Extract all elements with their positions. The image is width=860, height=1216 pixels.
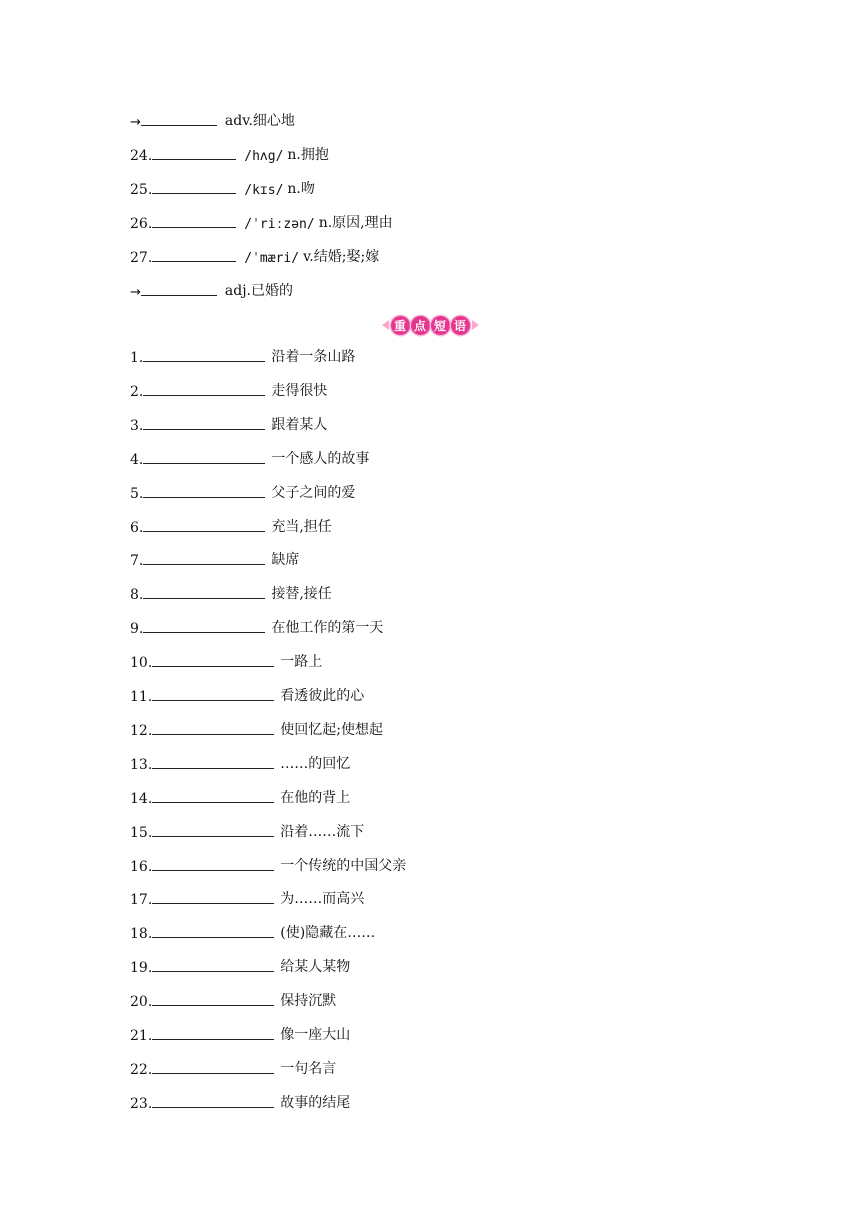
answer-blank[interactable]: [152, 835, 274, 837]
phrase-row: [130, 785, 350, 807]
answer-blank[interactable]: [152, 158, 236, 160]
item-number: 17.: [130, 892, 153, 908]
badge-char: 语: [451, 316, 470, 335]
answer-blank[interactable]: [143, 530, 265, 532]
item-number: 1.: [130, 350, 144, 366]
answer-blank[interactable]: [152, 665, 274, 667]
phrase-meaning: 缺席: [271, 552, 300, 568]
phrase-meaning: 像一座大山: [280, 1027, 351, 1043]
vocab-row: [130, 176, 315, 198]
phrase-row: [130, 886, 364, 908]
phrase-row: [130, 378, 327, 400]
phrase-meaning: 给某人某物: [280, 959, 351, 975]
answer-blank[interactable]: [152, 733, 274, 735]
phrase-meaning: (使)隐藏在……: [280, 925, 376, 941]
item-number: 9.: [130, 621, 144, 637]
arrow-icon: →: [130, 285, 141, 300]
answer-blank[interactable]: [143, 462, 265, 464]
vocab-row: [130, 108, 295, 130]
vocab-pronunciation: /hʌg/: [244, 149, 284, 164]
vocab-meaning: n.吻: [287, 181, 315, 197]
answer-blank[interactable]: [141, 124, 217, 126]
left-wing-icon: [382, 320, 389, 330]
arrow-icon: →: [130, 115, 141, 130]
item-number: 26.: [130, 216, 153, 232]
answer-blank[interactable]: [152, 1038, 274, 1040]
answer-blank[interactable]: [143, 428, 265, 430]
phrase-meaning: 为……而高兴: [280, 891, 365, 907]
phrase-meaning: 沿着一条山路: [271, 349, 356, 365]
phrase-row: [130, 853, 406, 875]
right-wing-icon: [472, 320, 479, 330]
phrase-row: [130, 920, 375, 942]
answer-blank[interactable]: [152, 767, 274, 769]
phrase-meaning: 充当,担任: [271, 519, 332, 535]
phrase-meaning: 接替,接任: [271, 586, 332, 602]
phrase-meaning: 父子之间的爱: [271, 485, 356, 501]
phrase-row: [130, 1090, 350, 1112]
item-number: 5.: [130, 486, 144, 502]
answer-blank[interactable]: [143, 360, 265, 362]
item-number: 21.: [130, 1028, 153, 1044]
phrase-row: [130, 344, 355, 366]
item-number: 4.: [130, 452, 144, 468]
vocab-meaning: n.原因,理由: [318, 215, 393, 231]
phrase-meaning: 一个感人的故事: [271, 451, 370, 467]
phrase-row: [130, 751, 350, 773]
phrase-meaning: 使回忆起;使想起: [280, 722, 383, 738]
vocab-meaning: v.结婚;娶;嫁: [303, 249, 380, 265]
answer-blank[interactable]: [152, 1106, 274, 1108]
item-number: 11.: [130, 689, 153, 705]
answer-blank[interactable]: [141, 294, 217, 296]
answer-blank[interactable]: [152, 869, 274, 871]
phrase-row: [130, 683, 364, 705]
item-number: 7.: [130, 553, 144, 569]
answer-blank[interactable]: [152, 260, 236, 262]
answer-blank[interactable]: [152, 1004, 274, 1006]
item-number: 20.: [130, 994, 153, 1010]
phrase-row: [130, 581, 332, 603]
phrase-row: [130, 412, 327, 434]
item-number: 24.: [130, 148, 153, 164]
item-number: 6.: [130, 520, 144, 536]
answer-blank[interactable]: [152, 192, 236, 194]
vocab-meaning: adv.细心地: [224, 113, 295, 129]
phrase-meaning: 一句名言: [280, 1061, 337, 1077]
item-number: 22.: [130, 1062, 153, 1078]
answer-blank[interactable]: [152, 936, 274, 938]
phrase-row: [130, 1022, 350, 1044]
item-number: 25.: [130, 182, 153, 198]
vocab-row: [130, 210, 393, 232]
item-number: 15.: [130, 825, 153, 841]
answer-blank[interactable]: [143, 631, 265, 633]
vocab-meaning: n.拥抱: [287, 147, 329, 163]
section-title-key-phrases: [385, 314, 475, 336]
phrase-meaning: 一个传统的中国父亲: [280, 858, 407, 874]
vocab-row: [130, 142, 329, 164]
vocab-row: [130, 278, 293, 300]
phrase-meaning: 沿着……流下: [280, 824, 365, 840]
item-number: 2.: [130, 384, 144, 400]
phrase-meaning: 一路上: [280, 654, 323, 670]
phrase-row: [130, 514, 332, 536]
badge-char: 短: [431, 316, 450, 335]
answer-blank[interactable]: [143, 496, 265, 498]
item-number: 27.: [130, 250, 153, 266]
answer-blank[interactable]: [143, 563, 265, 565]
item-number: 14.: [130, 791, 153, 807]
item-number: 13.: [130, 757, 153, 773]
phrase-row: [130, 717, 383, 739]
vocab-meaning: adj.已婚的: [224, 283, 294, 299]
item-number: 8.: [130, 587, 144, 603]
item-number: 23.: [130, 1096, 153, 1112]
phrase-row: [130, 446, 369, 468]
vocab-pronunciation: /kɪs/: [244, 183, 284, 198]
phrase-row: [130, 988, 336, 1010]
phrase-row: [130, 1056, 336, 1078]
item-number: 12.: [130, 723, 153, 739]
section-badge: [382, 316, 479, 335]
item-number: 16.: [130, 859, 153, 875]
phrase-row: [130, 615, 383, 637]
item-number: 18.: [130, 926, 153, 942]
phrase-meaning: 故事的结尾: [280, 1095, 351, 1111]
phrase-meaning: 走得很快: [271, 383, 328, 399]
phrase-row: [130, 819, 364, 841]
badge-char: 重: [391, 316, 410, 335]
answer-blank[interactable]: [152, 970, 274, 972]
phrase-row: [130, 954, 350, 976]
answer-blank[interactable]: [152, 226, 236, 228]
answer-blank[interactable]: [143, 597, 265, 599]
answer-blank[interactable]: [152, 699, 274, 701]
item-number: 19.: [130, 960, 153, 976]
vocab-row: [130, 244, 379, 266]
phrase-row: [130, 547, 299, 569]
answer-blank[interactable]: [143, 394, 265, 396]
answer-blank[interactable]: [152, 801, 274, 803]
answer-blank[interactable]: [152, 1072, 274, 1074]
phrase-meaning: 在他的背上: [280, 790, 351, 806]
vocab-pronunciation: /ˈriːzən/: [244, 217, 315, 232]
phrase-meaning: 看透彼此的心: [280, 688, 365, 704]
badge-char: 点: [411, 316, 430, 335]
item-number: 10.: [130, 655, 153, 671]
phrase-meaning: 保持沉默: [280, 993, 337, 1009]
phrase-meaning: 在他工作的第一天: [271, 620, 384, 636]
answer-blank[interactable]: [152, 902, 274, 904]
vocab-pronunciation: /ˈmæri/: [244, 251, 300, 266]
phrase-meaning: 跟着某人: [271, 417, 328, 433]
item-number: 3.: [130, 418, 144, 434]
phrase-meaning: ……的回忆: [280, 756, 351, 772]
phrase-row: [130, 480, 355, 502]
phrase-row: [130, 649, 322, 671]
